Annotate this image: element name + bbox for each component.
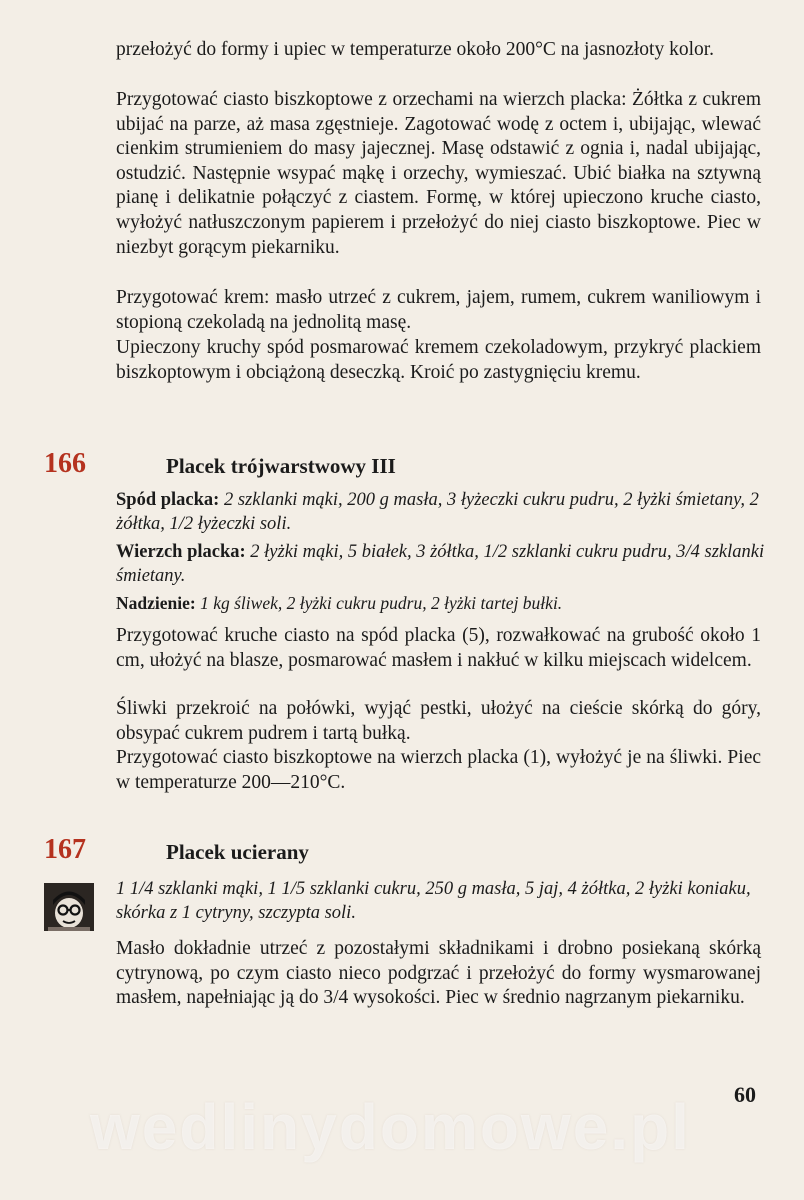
recipe-166-top-ingredients — [116, 540, 766, 588]
recipe-title-167: Placek ucierany — [166, 840, 309, 864]
recipe-167-ingredients — [116, 877, 766, 925]
recipe-number-166: 166 — [44, 448, 86, 479]
watermark: wedlinydomowe.pl — [90, 1091, 691, 1163]
page-number: 60 — [734, 1082, 756, 1107]
base-ingredients-text: 2 szklanki mąki, 200 g masła, 3 łyżeczki cukru pudru, 2 łyżki śmietany, 2 żółtka, 1/2 łyżeczki soli. — [116, 490, 759, 534]
recipe-title-166: Placek trójwarstwowy III — [166, 454, 396, 478]
recipe-166-paragraph-3: Przygotować ciasto biszkoptowe na wierzch placka (1), wyłożyć je na śliwki. Piec w temperaturze 200—210°C. — [116, 747, 761, 793]
filling-label: Nadzienie: — [116, 593, 196, 613]
recipe-166-base-ingredients — [116, 488, 766, 536]
recipe-166-filling-ingredients — [116, 591, 766, 615]
recipe-166-paragraph-1: Przygotować kruche ciasto na spód placka (5), rozwałkować na grubość około 1 cm, ułożyć na blasze, posmarować masłem i nakłuć w kilku miejscach widelcem. — [116, 625, 761, 671]
intro-paragraph-1: przełożyć do formy i upiec w temperaturze około 200°C na jasnozłoty kolor. — [116, 39, 715, 60]
top-label: Wierzch placka: — [116, 542, 246, 562]
filling-ingredients-text: 1 kg śliwek, 2 łyżki cukru pudru, 2 łyżki tartej bułki. — [200, 593, 563, 613]
recipe-167-ingredients-text: 1 1/4 szklanki mąki, 1 1/5 szklanki cukru, 250 g masła, 5 jaj, 4 żółtka, 2 łyżki koniaku, skórka z 1 cytryny, szczypta soli. — [116, 879, 751, 923]
recipe-166-paragraph-2: Śliwki przekroić na połówki, wyjąć pestki, ułożyć na cieście skórką do góry, obsypać cukrem pudrem i tartą bułką. — [116, 698, 761, 744]
base-label: Spód placka: — [116, 490, 220, 510]
top-ingredients-text: 2 łyżki mąki, 5 białek, 3 żółtka, 1/2 szklanki cukru pudru, 3/4 szklanki śmietany. — [116, 542, 765, 586]
intro-paragraph-4: Upieczony kruchy spód posmarować kremem czekoladowym, przykryć plackiem biszkoptowym i obciążoną deseczką. Kroić po zastygnięciu kremu. — [116, 337, 761, 383]
intro-paragraph-2: Przygotować ciasto biszkoptowe z orzechami na wierzch placka: Żółtka z cukrem ubijać na parze, aż masa zgęstnieje. Zagotować wodę z octem i, ubijając, wlewać cienkim strumieniem do masy jajecznej. Masę odstawić z ognia i, nadal ubijając, ostudzić. Następnie wsypać mąkę i orzechy, wymieszać. Ubić białka na sztywną pianę i delikatnie połączyć z ciastem. Formę, w której upieczono kruche ciasto, wyłożyć natłuszczonym papierem i przełożyć do niej ciasto biszkoptowe. Piec w niezbyt gorącym piekarniku. — [116, 89, 761, 258]
chef-portrait-icon — [44, 883, 94, 931]
recipe-167-paragraph-1: Masło dokładnie utrzeć z pozostałymi składnikami i drobno posiekaną skórką cytrynową, po czym ciasto nieco podgrzać i przełożyć do formy wysmarowanej masłem, napełniając ją do 3/4 wysokości. Piec w średnio nagrzanym piekarniku. — [116, 938, 761, 1009]
intro-paragraph-3: Przygotować krem: masło utrzeć z cukrem, jajem, rumem, cukrem waniliowym i stopioną czekoladą na jednolitą masę. — [116, 287, 761, 333]
recipe-number-167: 167 — [44, 834, 86, 865]
